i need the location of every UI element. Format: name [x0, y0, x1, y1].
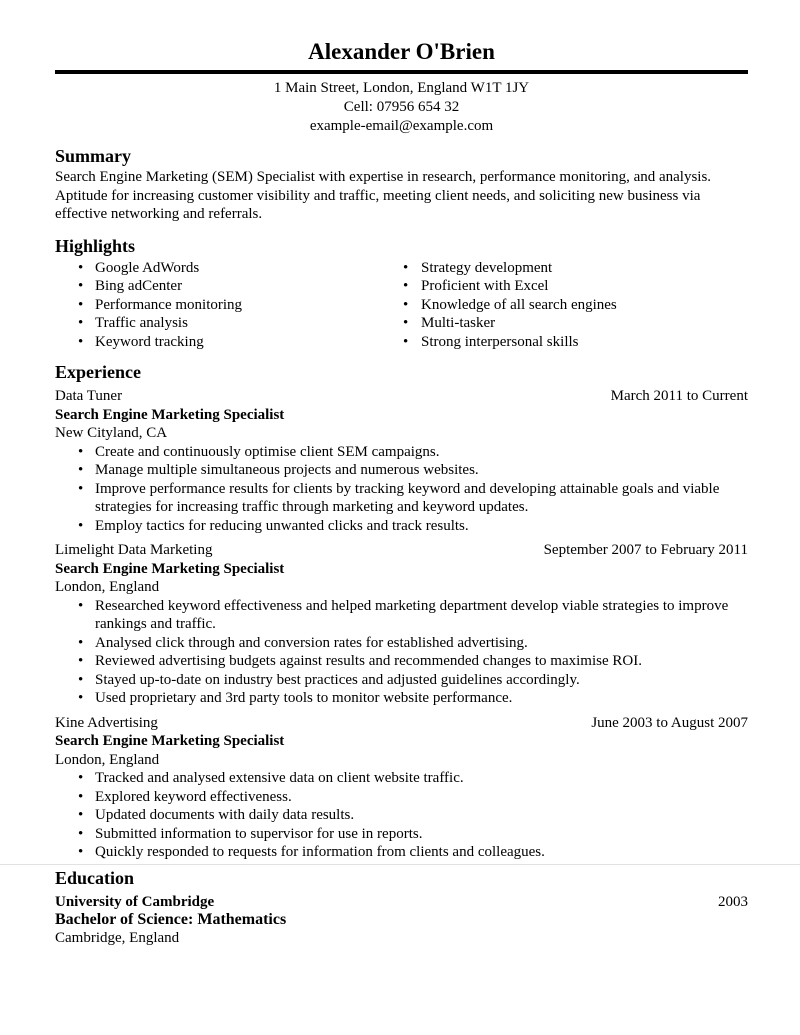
- job-bullet: • Manage multiple simultaneous projects and numerous websites.: [55, 461, 748, 480]
- highlights-left-column: [55, 259, 403, 352]
- highlight-item: • Performance monitoring: [55, 296, 403, 315]
- job-title: Search Engine Marketing Specialist: [55, 560, 285, 577]
- highlight-item: • Proficient with Excel: [403, 277, 748, 296]
- contact-block: [55, 79, 748, 136]
- page-break-divider: [0, 864, 800, 865]
- highlight-item: • Keyword tracking: [55, 333, 403, 352]
- job-bullet: • Submitted information to supervisor for use in reports.: [55, 825, 748, 844]
- education-degree: Bachelor of Science: Mathematics: [55, 911, 287, 928]
- highlight-item: • Bing adCenter: [55, 277, 403, 296]
- job-dates: June 2003 to August 2007: [591, 714, 748, 731]
- job-bullet: • Quickly responded to requests for information from clients and colleagues.: [55, 843, 748, 862]
- highlights-right-column: [403, 259, 748, 352]
- job-bullet: • Reviewed advertising budgets against results and recommended changes to maximise ROI.: [55, 652, 748, 671]
- contact-cell: Cell: 07956 654 32: [343, 99, 460, 115]
- job-location: New Cityland, CA: [55, 425, 168, 441]
- job-dates: March 2011 to Current: [610, 388, 748, 404]
- job-bullet: • Employ tactics for reducing unwanted clicks and track results.: [55, 517, 748, 536]
- job-location: London, England: [55, 579, 160, 595]
- summary-heading: Summary: [55, 146, 131, 166]
- resume-header: [55, 0, 748, 136]
- job-entry: [55, 714, 748, 862]
- job-company: Kine Advertising: [55, 714, 158, 731]
- job-title: Search Engine Marketing Specialist: [55, 733, 285, 749]
- job-bullet: • Improve performance results for clients by tracking keyword and developing attainable goals and viable strategies for increasing traffic through marketing and keyword updates.: [55, 480, 748, 517]
- highlight-item: • Strategy development: [403, 259, 748, 278]
- education-school: University of Cambridge: [55, 893, 215, 910]
- candidate-name: Alexander O'Brien: [308, 39, 495, 64]
- highlight-item: • Google AdWords: [55, 259, 403, 278]
- job-bullet: • Used proprietary and 3rd party tools to monitor website performance.: [55, 689, 748, 708]
- job-dates: September 2007 to February 2011: [543, 542, 748, 558]
- job-entry: [55, 541, 748, 708]
- education-entry: [55, 893, 748, 948]
- job-bullet: • Updated documents with daily data results.: [55, 806, 748, 825]
- contact-email: example-email@example.com: [309, 118, 494, 134]
- job-company: Limelight Data Marketing: [55, 542, 213, 558]
- highlights-heading: Highlights: [55, 235, 136, 256]
- job-entry: [55, 387, 748, 535]
- summary-text: Search Engine Marketing (SEM) Specialist with expertise in research, performance monitoring, and analysis. Aptitude for increasing customer visibility and traffic, meeting client needs, and soliciting new business via effective networking and referrals.: [55, 169, 712, 222]
- education-location: Cambridge, England: [55, 930, 180, 946]
- highlights-columns: [55, 259, 748, 352]
- job-bullet: • Tracked and analysed extensive data on client website traffic.: [55, 769, 748, 788]
- contact-address: 1 Main Street, London, England W1T 1JY: [273, 80, 530, 96]
- job-title: Search Engine Marketing Specialist: [55, 406, 285, 423]
- header-double-rule: [55, 70, 748, 74]
- highlight-item: • Traffic analysis: [55, 314, 403, 333]
- job-company: Data Tuner: [55, 388, 123, 404]
- highlight-item: • Multi-tasker: [403, 314, 748, 333]
- job-bullet: • Create and continuously optimise client SEM campaigns.: [55, 443, 748, 462]
- education-year: 2003: [718, 893, 748, 910]
- job-bullet: • Stayed up-to-date on industry best practices and adjusted guidelines accordingly.: [55, 671, 748, 690]
- job-bullet: • Researched keyword effectiveness and helped marketing department develop viable strategies to improve rankings and traffic.: [55, 597, 748, 634]
- highlight-item: • Knowledge of all search engines: [403, 296, 748, 315]
- job-location: London, England: [55, 751, 160, 768]
- highlight-item: • Strong interpersonal skills: [403, 333, 748, 352]
- education-heading: Education: [55, 867, 135, 888]
- job-bullet: • Explored keyword effectiveness.: [55, 788, 748, 807]
- job-bullet: • Analysed click through and conversion rates for established advertising.: [55, 634, 748, 653]
- experience-heading: Experience: [55, 362, 141, 382]
